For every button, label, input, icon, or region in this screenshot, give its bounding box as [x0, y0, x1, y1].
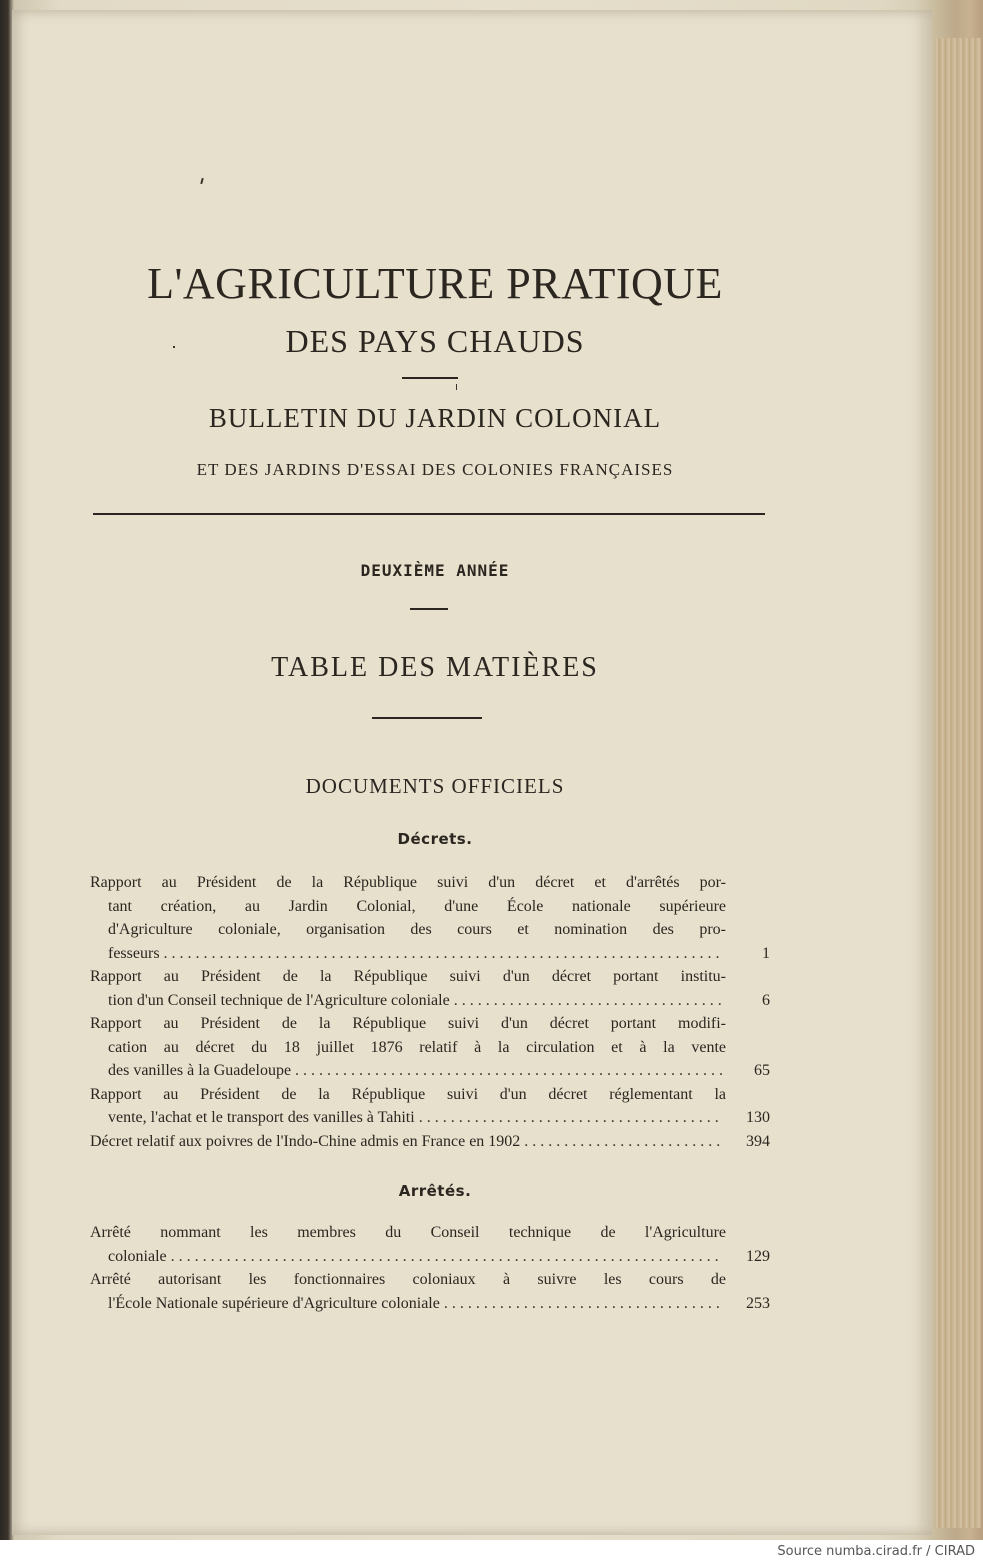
page-number: 394 [746, 1132, 770, 1150]
entry-line: l'École Nationale supérieure d'Agriculture coloniale [108, 1294, 440, 1312]
arretes-heading: Arrêtés. [398, 1182, 472, 1200]
decrets-list [90, 871, 770, 1153]
toc-entry[interactable] [90, 871, 770, 965]
journal-title: L'AGRICULTURE PRATIQUE [147, 259, 723, 308]
entry-line: Arrêté autorisant les fonctionnaires coloniaux à suivre les cours de [90, 1271, 726, 1288]
page-number: 6 [762, 991, 770, 1009]
decrets-heading: Décrets. [397, 830, 473, 848]
arretes-list [90, 1221, 770, 1315]
dot-leader [164, 942, 722, 966]
entry-line: Arrêté nommant les membres du Conseil technique de l'Agriculture [90, 1224, 726, 1241]
page-edges [935, 38, 981, 1528]
toc-rule [372, 717, 482, 719]
toc-entry[interactable] [90, 1083, 770, 1130]
page-number: 65 [754, 1062, 770, 1079]
entry-line: Rapport au Président de la République suivi d'un décret portant institu- [90, 968, 726, 985]
dot-leader [171, 1245, 722, 1269]
source-credit: Source numba.cirad.fr / CIRAD [777, 1544, 975, 1559]
dot-leader [444, 1292, 722, 1316]
header-divider [93, 513, 765, 515]
page-number: 129 [746, 1247, 770, 1265]
entry-line: Rapport au Président de la République suivi d'un décret portant modifi- [90, 1015, 726, 1032]
year-rule [410, 608, 448, 610]
scan-speck [456, 384, 457, 390]
year-label: DEUXIÈME ANNÉE [360, 561, 510, 580]
entry-line: Rapport au Président de la République suivi d'un décret réglementant la [90, 1085, 726, 1103]
entry-line: Rapport au Président de la République suivi d'un décret et d'arrêtés por- [90, 874, 726, 891]
toc-entry[interactable] [90, 1012, 770, 1083]
entry-line: tant création, au Jardin Colonial, d'une École nationale supérieure [108, 897, 726, 915]
scan-speck [173, 346, 175, 348]
entry-line: tion d'un Conseil technique de l'Agriculture coloniale [108, 991, 450, 1009]
title-rule [402, 377, 458, 379]
toc-entry[interactable] [90, 1130, 770, 1154]
dot-leader [419, 1106, 722, 1130]
section-title: DOCUMENTS OFFICIELS [305, 774, 565, 798]
toc-entry[interactable] [90, 1221, 770, 1268]
entry-line: d'Agriculture coloniale, organisation des cours et nomination des pro- [108, 921, 726, 938]
entry-line: fesseurs [108, 944, 160, 962]
dot-leader [524, 1130, 722, 1154]
journal-subtitle: DES PAYS CHAUDS [285, 323, 585, 359]
bulletin-subtitle: ET DES JARDINS D'ESSAI DES COLONIES FRANÇAISES [196, 460, 674, 479]
entry-line: coloniale [108, 1247, 167, 1265]
entry-line: cation au décret du 18 juillet 1876 relatif à la circulation et à la vente [108, 1038, 726, 1056]
page-number: 1 [762, 944, 770, 962]
dot-leader [454, 989, 722, 1013]
bulletin-title: BULLETIN DU JARDIN COLONIAL [208, 403, 662, 433]
page-number: 130 [746, 1109, 770, 1126]
entry-line: des vanilles à la Guadeloupe [108, 1062, 292, 1079]
dot-leader [295, 1059, 722, 1083]
toc-entry[interactable] [90, 1268, 770, 1315]
toc-title: TABLE DES MATIÈRES [271, 652, 599, 683]
entry-line: vente, l'achat et le transport des vanilles à Tahiti [108, 1109, 415, 1126]
page-number: 253 [746, 1294, 770, 1312]
toc-entry[interactable] [90, 965, 770, 1012]
entry-line: Décret relatif aux poivres de l'Indo-Chine admis en France en 1902 [90, 1132, 521, 1150]
